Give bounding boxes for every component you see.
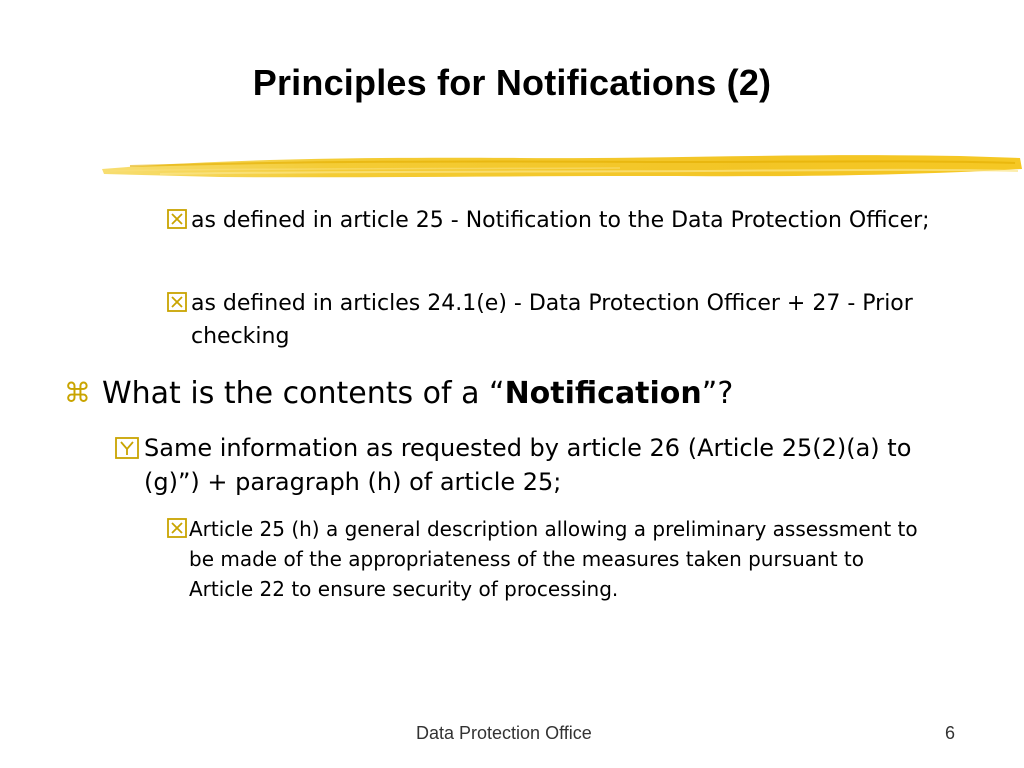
bullet-text-prefix: What is the contents of a “: [102, 376, 505, 411]
bullet-articles-24-27: [167, 287, 967, 353]
bullet-notification-contents: [64, 374, 964, 414]
command-icon: ⌘: [64, 378, 91, 409]
bullet-text: Article 25 (h) a general description allowing a preliminary assessment to be made of the appropriateness of the measures taken pursuant to Article 22 to ensure security of processing.: [189, 517, 918, 601]
bullet-text: as defined in article 25 - Notification to the Data Protection Officer;: [191, 208, 930, 233]
checkbox-check-icon: [115, 437, 139, 459]
bullet-text: Same information as requested by article 26 (Article 25(2)(a) to (g)”) + paragraph (h) of article 25;: [144, 434, 912, 496]
title-brush-underline: [100, 147, 1024, 187]
checkbox-x-icon: [167, 518, 187, 538]
slide-title: Principles for Notifications (2): [252, 62, 772, 103]
bullet-text: as defined in articles 24.1(e) - Data Protection Officer + 27 - Prior checking: [191, 291, 913, 349]
bullet-text: [64, 374, 964, 414]
checkbox-x-icon: [167, 209, 187, 229]
bullet-article-25: [167, 204, 967, 237]
page-number: 6: [945, 723, 956, 743]
checkbox-x-icon: [167, 292, 187, 312]
bullet-text-bold: Notification: [504, 376, 702, 411]
footer-organization: Data Protection Office: [416, 723, 592, 743]
bullet-same-information: [115, 431, 965, 499]
bullet-article-25-h: [167, 514, 927, 604]
bullet-text-suffix: ”?: [701, 376, 734, 411]
